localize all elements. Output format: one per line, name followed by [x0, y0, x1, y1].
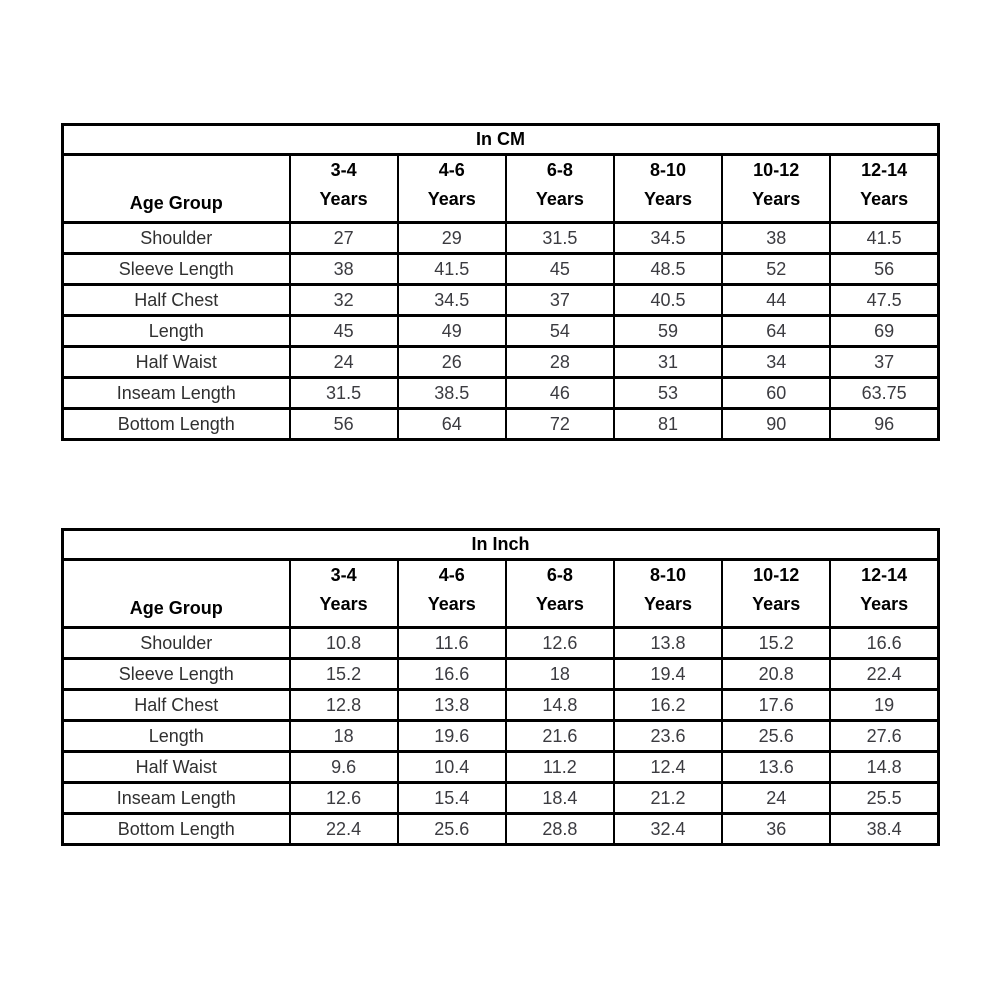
table-row-half-chest: [63, 285, 939, 316]
column-header-10-12: [722, 560, 830, 628]
age-range-label: 10-12: [753, 160, 800, 180]
measurement-value: 38.4: [830, 814, 938, 845]
measurement-value: 36: [722, 814, 830, 845]
measurement-value: 12.8: [290, 690, 398, 721]
measurement-value: 37: [506, 285, 614, 316]
measurement-value: 34.5: [614, 223, 722, 254]
measurement-value: 34: [722, 347, 830, 378]
measurement-value: 31.5: [290, 378, 398, 409]
table-title-row: [63, 530, 939, 560]
measurement-value: 31: [614, 347, 722, 378]
size-table-in-inch: [61, 528, 940, 846]
measurement-value: 41.5: [830, 223, 938, 254]
measurement-value: 54: [506, 316, 614, 347]
row-label: Sleeve Length: [63, 659, 290, 690]
measurement-value: 23.6: [614, 721, 722, 752]
row-label: Half Waist: [63, 347, 290, 378]
measurement-value: 25.6: [398, 814, 506, 845]
measurement-value: 9.6: [290, 752, 398, 783]
table-row-shoulder: [63, 223, 939, 254]
age-range-label: 4-6: [438, 160, 465, 180]
measurement-value: 46: [506, 378, 614, 409]
measurement-value: 29: [398, 223, 506, 254]
measurement-value: 64: [722, 316, 830, 347]
row-label: Bottom Length: [63, 409, 290, 440]
measurement-value: 45: [506, 254, 614, 285]
measurement-value: 49: [398, 316, 506, 347]
table-row-sleeve-length: [63, 659, 939, 690]
column-header-8-10: [614, 560, 722, 628]
measurement-value: 59: [614, 316, 722, 347]
measurement-value: 24: [722, 783, 830, 814]
table-title-row: [63, 125, 939, 155]
table-row-inseam-length: [63, 783, 939, 814]
measurement-value: 96: [830, 409, 938, 440]
column-header-8-10: [614, 155, 722, 223]
table-row-sleeve-length: [63, 254, 939, 285]
measurement-value: 12.6: [290, 783, 398, 814]
row-label: Half Waist: [63, 752, 290, 783]
age-range-label: 12-14: [861, 565, 908, 585]
row-label: Sleeve Length: [63, 254, 290, 285]
age-unit-label: Years: [644, 594, 693, 614]
row-label: Shoulder: [63, 628, 290, 659]
size-table-in-cm: [61, 123, 940, 441]
table-row-half-waist: [63, 347, 939, 378]
age-group-header: Age Group: [63, 560, 290, 628]
measurement-value: 18: [506, 659, 614, 690]
age-unit-label: Years: [535, 594, 584, 614]
age-range-label: 3-4: [330, 565, 357, 585]
measurement-value: 28.8: [506, 814, 614, 845]
measurement-value: 53: [614, 378, 722, 409]
measurement-value: 16.6: [830, 628, 938, 659]
age-unit-label: Years: [319, 594, 368, 614]
measurement-value: 72: [506, 409, 614, 440]
measurement-value: 19.6: [398, 721, 506, 752]
column-header-12-14: [830, 560, 938, 628]
row-label: Length: [63, 721, 290, 752]
measurement-value: 47.5: [830, 285, 938, 316]
age-range-label: 3-4: [330, 160, 357, 180]
age-unit-label: Years: [860, 189, 909, 209]
table-row-length: [63, 316, 939, 347]
age-group-header: Age Group: [63, 155, 290, 223]
measurement-value: 38: [290, 254, 398, 285]
table-title: In CM: [63, 125, 939, 155]
table-row-bottom-length: [63, 814, 939, 845]
age-range-label: 4-6: [438, 565, 465, 585]
age-unit-label: Years: [644, 189, 693, 209]
measurement-value: 90: [722, 409, 830, 440]
measurement-value: 56: [830, 254, 938, 285]
table-row-half-chest: [63, 690, 939, 721]
measurement-value: 12.4: [614, 752, 722, 783]
measurement-value: 56: [290, 409, 398, 440]
age-range-label: 8-10: [650, 565, 687, 585]
age-unit-label: Years: [319, 189, 368, 209]
measurement-value: 11.2: [506, 752, 614, 783]
measurement-value: 32.4: [614, 814, 722, 845]
table-row-length: [63, 721, 939, 752]
table-header-row: [63, 155, 939, 223]
table-row-half-waist: [63, 752, 939, 783]
measurement-value: 34.5: [398, 285, 506, 316]
measurement-value: 14.8: [506, 690, 614, 721]
measurement-value: 69: [830, 316, 938, 347]
measurement-value: 25.6: [722, 721, 830, 752]
column-header-3-4: [290, 155, 398, 223]
measurement-value: 64: [398, 409, 506, 440]
measurement-value: 10.8: [290, 628, 398, 659]
table-header-row: [63, 560, 939, 628]
measurement-value: 22.4: [290, 814, 398, 845]
column-header-3-4: [290, 560, 398, 628]
measurement-value: 21.2: [614, 783, 722, 814]
measurement-value: 11.6: [398, 628, 506, 659]
measurement-value: 31.5: [506, 223, 614, 254]
measurement-value: 10.4: [398, 752, 506, 783]
age-range-label: 8-10: [650, 160, 687, 180]
age-unit-label: Years: [535, 189, 584, 209]
measurement-value: 18: [290, 721, 398, 752]
table-row-inseam-length: [63, 378, 939, 409]
measurement-value: 15.2: [722, 628, 830, 659]
table-row-bottom-length: [63, 409, 939, 440]
measurement-value: 38.5: [398, 378, 506, 409]
row-label: Length: [63, 316, 290, 347]
measurement-value: 15.4: [398, 783, 506, 814]
measurement-value: 28: [506, 347, 614, 378]
age-unit-label: Years: [427, 594, 476, 614]
column-header-12-14: [830, 155, 938, 223]
table-row-shoulder: [63, 628, 939, 659]
row-label: Half Chest: [63, 690, 290, 721]
age-range-label: 6-8: [546, 565, 573, 585]
measurement-value: 13.8: [614, 628, 722, 659]
measurement-value: 20.8: [722, 659, 830, 690]
age-unit-label: Years: [752, 594, 801, 614]
measurement-value: 27.6: [830, 721, 938, 752]
age-unit-label: Years: [860, 594, 909, 614]
measurement-value: 63.75: [830, 378, 938, 409]
column-header-10-12: [722, 155, 830, 223]
measurement-value: 16.2: [614, 690, 722, 721]
measurement-value: 25.5: [830, 783, 938, 814]
column-header-6-8: [506, 560, 614, 628]
row-label: Bottom Length: [63, 814, 290, 845]
column-header-6-8: [506, 155, 614, 223]
measurement-value: 41.5: [398, 254, 506, 285]
measurement-value: 19: [830, 690, 938, 721]
row-label: Shoulder: [63, 223, 290, 254]
measurement-value: 38: [722, 223, 830, 254]
measurement-value: 44: [722, 285, 830, 316]
measurement-value: 45: [290, 316, 398, 347]
row-label: Half Chest: [63, 285, 290, 316]
measurement-value: 48.5: [614, 254, 722, 285]
column-header-4-6: [398, 560, 506, 628]
row-label: Inseam Length: [63, 378, 290, 409]
measurement-value: 40.5: [614, 285, 722, 316]
measurement-value: 12.6: [506, 628, 614, 659]
row-label: Inseam Length: [63, 783, 290, 814]
age-unit-label: Years: [427, 189, 476, 209]
measurement-value: 81: [614, 409, 722, 440]
measurement-value: 24: [290, 347, 398, 378]
measurement-value: 60: [722, 378, 830, 409]
measurement-value: 27: [290, 223, 398, 254]
measurement-value: 22.4: [830, 659, 938, 690]
column-header-4-6: [398, 155, 506, 223]
measurement-value: 21.6: [506, 721, 614, 752]
measurement-value: 13.6: [722, 752, 830, 783]
measurement-value: 52: [722, 254, 830, 285]
age-range-label: 6-8: [546, 160, 573, 180]
measurement-value: 16.6: [398, 659, 506, 690]
measurement-value: 26: [398, 347, 506, 378]
measurement-value: 19.4: [614, 659, 722, 690]
measurement-value: 17.6: [722, 690, 830, 721]
measurement-value: 14.8: [830, 752, 938, 783]
age-range-label: 12-14: [861, 160, 908, 180]
measurement-value: 32: [290, 285, 398, 316]
table-title: In Inch: [63, 530, 939, 560]
age-unit-label: Years: [752, 189, 801, 209]
measurement-value: 13.8: [398, 690, 506, 721]
age-range-label: 10-12: [753, 565, 800, 585]
measurement-value: 18.4: [506, 783, 614, 814]
measurement-value: 15.2: [290, 659, 398, 690]
measurement-value: 37: [830, 347, 938, 378]
